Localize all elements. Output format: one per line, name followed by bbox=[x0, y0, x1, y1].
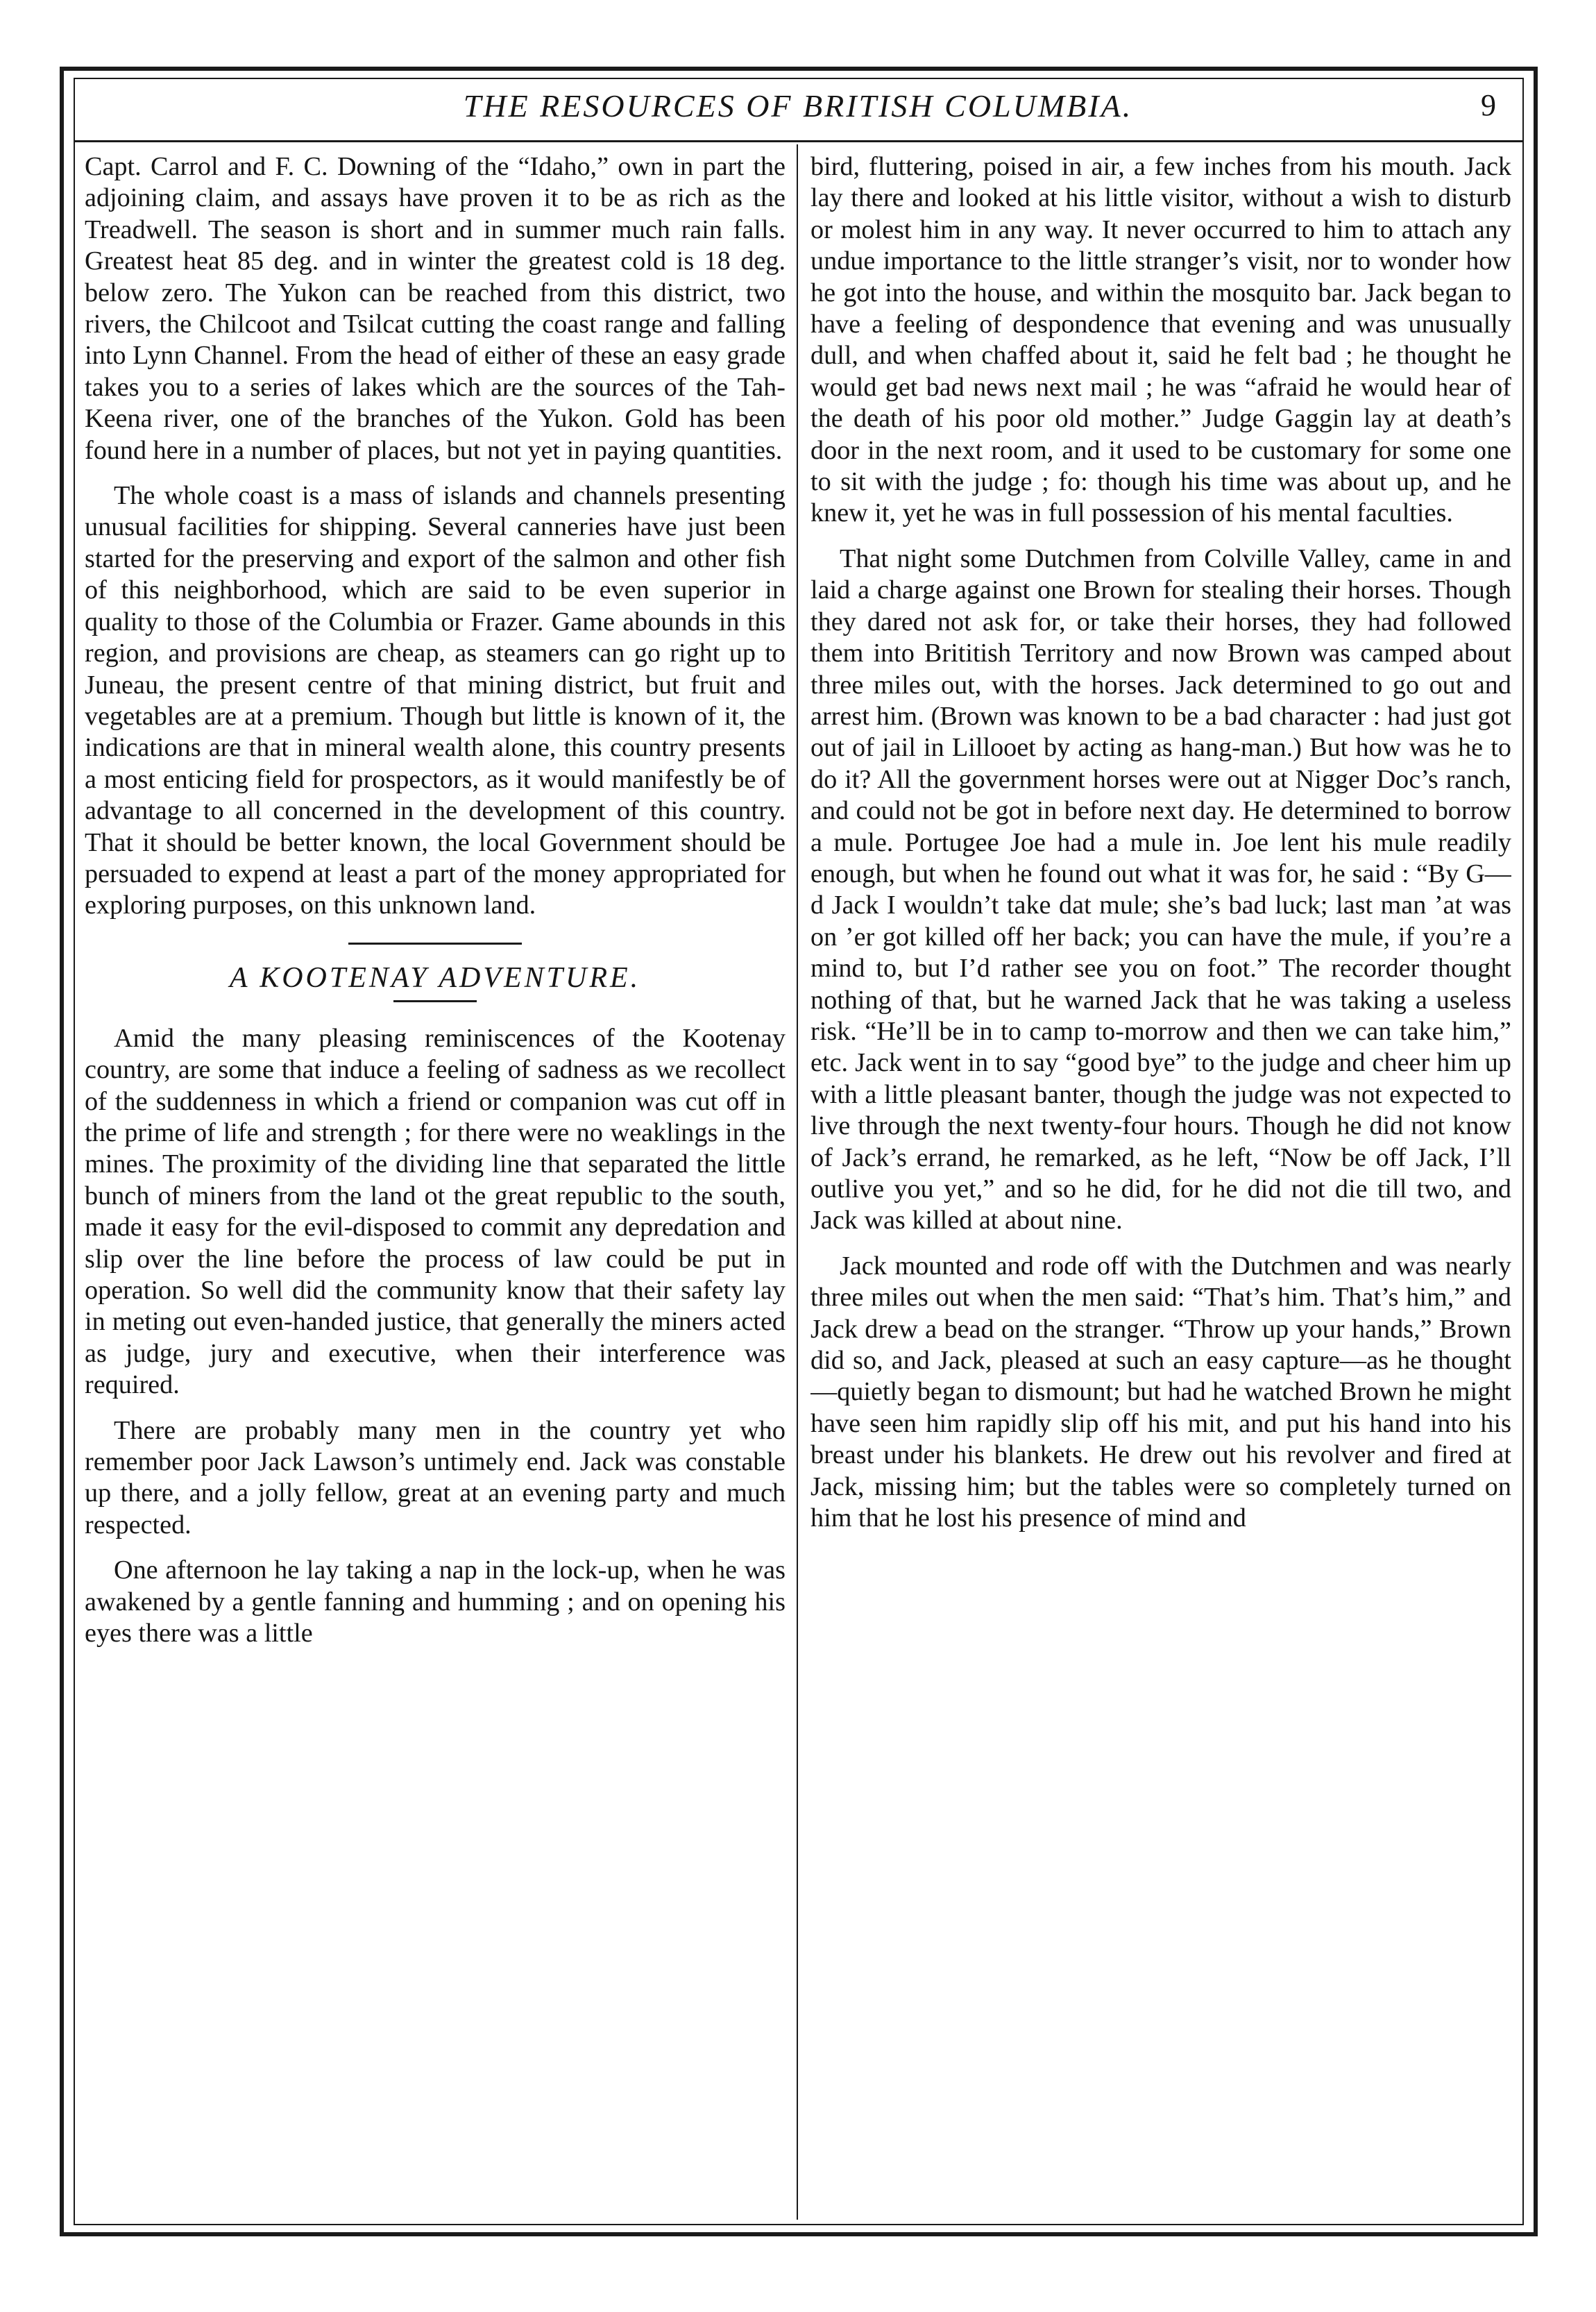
column-divider bbox=[797, 144, 798, 2220]
page-header bbox=[76, 85, 1520, 140]
section-title: A KOOTENAY ADVENTURE. bbox=[229, 961, 641, 994]
right-column bbox=[810, 151, 1511, 2216]
left-paragraph-5: One afternoon he lay taking a nap in the lock-up, when he was awakened by a gentle fanning and humming ; and on opening his eyes there was a little bbox=[85, 1555, 786, 1648]
running-title: THE RESOURCES OF BRITISH COLUMBIA. bbox=[463, 88, 1133, 124]
right-paragraph-1: bird, fluttering, poised in air, a few inches from his mouth. Jack lay there and looked at his little visitor, without a wish to disturb or molest him in any way. It never occurred to him to attach any undue importance to the little stranger’s visit, nor to wonder how he got into the house, and within the mosquito bar. Jack began to have a feeling of despondence that evening and was unusually dull, and when chaffed about it, said he felt bad ; he thought he would get bad news next mail ; he was “afraid he would hear of the death of his poor old mother.” Judge Gaggin lay at death’s door in the next room, and it used to be customary for some one to sit with the judge ; fo: though his time was about up, and he knew it, yet he was in full possession of his mental faculties. bbox=[810, 152, 1511, 528]
right-paragraph-3: Jack mounted and rode off with the Dutchmen and was nearly three miles out when the men said: “That’s him. That’s him,” and Jack drew a bead on the stranger. “Throw up your hands,” Brown did so, and Jack, pleased at such an easy capture—as he thought—quietly began to dismount; but had he watched Brown he might have seen him rapidly slip off his mit, and put his hand into his breast under his blankets. He drew out his revolver and fired at Jack, missing him; but the tables were so completely turned on him that he lost his presence of mind and bbox=[810, 1251, 1511, 1533]
right-paragraph-2: That night some Dutchmen from Colville Valley, came in and laid a charge against one Brown for stealing their horses. Though they dared not ask for, or take their horses, they had followed them into Brititish Territory and now Brown was camped about three miles out, with the horses. Jack determined to go out and arrest him. (Brown was known to be a bad character : had just got out of jail in Lillooet by acting as hang-man.) But how was he to do it? All the government horses were out at Nigger Doc’s ranch, and could not be got in before next day. He determined to borrow a mule. Portugee Joe had a mule in. Joe lent his mule readily enough, but when he found out what it was for, he said : “By G—d Jack I wouldn’t take dat mule; she’s bad luck; last man ’at was on ’er got killed off her back; you can have the mule, if you’re a mind to, but I’d rather see you on foot.” The recorder thought nothing of that, but he warned Jack that he was taking a useless risk. “He’ll be in to camp to-morrow and then we can take him,” etc. Jack went in to say “good bye” to the judge and cheer him up with a little pleasant banter, though the judge was not expected to live through the next twenty-four hours. Though he did not know of Jack’s errand, he remarked, as he left, “Now be off Jack, I’ll outlive you yet,” and so he did, for he did not die till two, and Jack was killed at about nine. bbox=[810, 543, 1511, 1235]
header-rule bbox=[75, 140, 1522, 142]
left-paragraph-1: Capt. Carrol and F. C. Downing of the “Idaho,” own in part the adjoining claim, and assays have proven it to be as rich as the Treadwell. The season is short and in summer much rain falls. Greatest heat 85 deg. and in winter the greatest cold is 18 deg. below zero. The Yukon can be reached from this district, two rivers, the Chilcoot and Tsilcat cutting the coast range and falling into Lynn Channel. From the head of either of these an easy grade takes you to a series of lakes which are the sources of the Tah-Keena river, one of the branches of the Yukon. Gold has been found here in a number of places, but not yet in paying quantities. bbox=[85, 152, 786, 465]
left-paragraph-2: The whole coast is a mass of islands and channels presenting unusual facilities for shipping. Several canneries have just been started for the preserving and export of the salmon and other fish of this neighborhood, which are said to be even superior in quality to those of the Columbia or Frazer. Game abounds in this region, and provisions are cheap, as steamers can go right up to Juneau, the present centre of that mining district, but fruit and vegetables are at a premium. Though but little is known of it, the indications are that in mineral wealth alone, this country presents a most enticing field for prospectors, as it would manifestly be of advantage to all concerned in the development of this country. That it should be better known, the local Government should be persuaded to expend at least a part of the money appropriated for exploring purposes, on this unknown land. bbox=[85, 481, 786, 920]
left-paragraph-3: Amid the many pleasing reminiscences of the Kootenay country, are some that induce a feeling of sadness as we recollect of the suddenness in which a friend or companion was cut off in the prime of life and strength ; for there were no weaklings in the mines. The proximity of the dividing line that separated the little bunch of miners from the land ot the great republic to the south, made it easy for the evil-disposed to commit any depredation and slip over the line before the process of law could be put in operation. So well did the community know that their safety lay in meting out even-handed justice, that generally the miners acted as judge, jury and executive, when their interference was required. bbox=[85, 1023, 786, 1400]
section-divider bbox=[348, 943, 522, 945]
section-title-underline bbox=[393, 1000, 477, 1002]
page-number: 9 bbox=[1481, 88, 1496, 122]
left-paragraph-4: There are probably many men in the country yet who remember poor Jack Lawson’s untimely end. Jack was constable up there, and a jolly fellow, great at an evening party and much respected. bbox=[85, 1415, 786, 1539]
left-column bbox=[85, 151, 786, 2216]
